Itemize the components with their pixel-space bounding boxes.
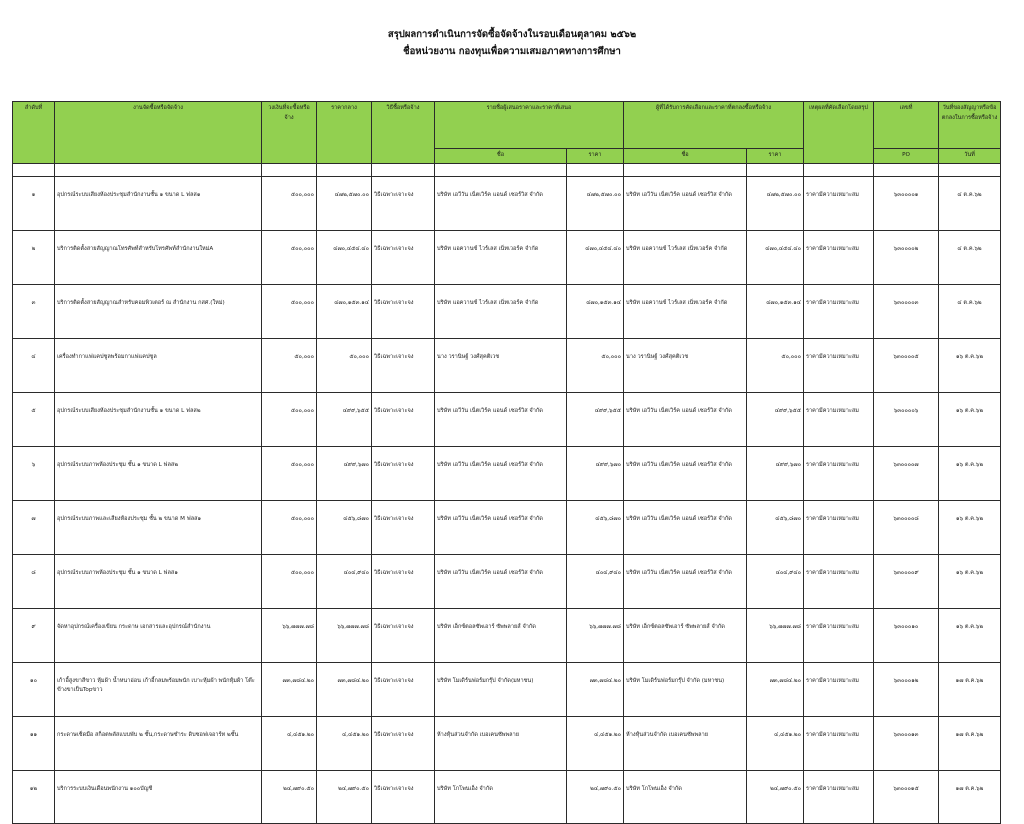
winner-name: ห้างหุ้นส่วนจำกัด เบอเคนซัพพลาย bbox=[624, 717, 747, 771]
col-contract: วันที่ของสัญญาหรือข้อตกลงในการซื้อหรือจ้าง bbox=[939, 102, 1001, 149]
bid-price: ๔๗๐,๔๕๔.๔๐ bbox=[567, 231, 624, 285]
po-number: ๖๓๐๐๐๑๒ bbox=[874, 663, 939, 717]
winner-name: บริษัท โกโพนเอ็ง จำกัด bbox=[624, 771, 747, 824]
row-number: ๑ bbox=[13, 177, 55, 231]
po-number: ๖๓๐๐๐๐๘ bbox=[874, 501, 939, 555]
table-row bbox=[13, 231, 1001, 285]
col-bidder-price: ราคา bbox=[567, 149, 624, 164]
bid-price: ๔,๔๕๑.๒๐ bbox=[567, 717, 624, 771]
method: วิธีเฉพาะเจาะจง bbox=[372, 177, 435, 231]
contract-date: ๑๗ ต.ค.๖๒ bbox=[939, 771, 1001, 824]
bidder-name: บริษัท เอวีวัน เน็ตเวิร์ค แอนด์ เซอร์วิส จำกัด bbox=[435, 447, 567, 501]
table-row bbox=[13, 663, 1001, 717]
contract-date: ๑๖ ต.ค.๖๒ bbox=[939, 555, 1001, 609]
budget-value: ๔,๔๕๑.๒๐ bbox=[262, 717, 317, 771]
method: วิธีเฉพาะเจาะจง bbox=[372, 609, 435, 663]
method: วิธีเฉพาะเจาะจง bbox=[372, 285, 435, 339]
row-number: ๘ bbox=[13, 555, 55, 609]
row-number: ๕ bbox=[13, 393, 55, 447]
agency-name: ชื่อหน่วยงาน กองทุนเพื่อความเสมอภาคทางการศึกษา bbox=[403, 46, 621, 57]
contract-date: ๔ ต.ค.๖๒ bbox=[939, 285, 1001, 339]
median-price: ๔๙๙,๖๕๕ bbox=[317, 393, 372, 447]
row-number: ๗ bbox=[13, 501, 55, 555]
spacer-row bbox=[13, 164, 1001, 177]
winner-name: บริษัท เอ็กซ์ตอลซัพเอาร์ ซัพพลายส์ จำกัด bbox=[624, 609, 747, 663]
table-row bbox=[13, 555, 1001, 609]
method: วิธีเฉพาะเจาะจง bbox=[372, 717, 435, 771]
win-price: ๔๙๙,๖๕๕ bbox=[747, 393, 804, 447]
reason: ราคามีความเหมาะสม bbox=[804, 771, 874, 824]
contract-date: ๑๖ ต.ค.๖๒ bbox=[939, 501, 1001, 555]
winner-name: บริษัท เอวีวัน เน็ตเวิร์ค แอนด์ เซอร์วิส จำกัด bbox=[624, 177, 747, 231]
po-number: ๖๓๐๐๐๐๓ bbox=[874, 285, 939, 339]
win-price: ๔๕๖,๘๗๐ bbox=[747, 501, 804, 555]
row-number: ๒ bbox=[13, 231, 55, 285]
bid-price: ๔๙๙,๖๗๐ bbox=[567, 447, 624, 501]
reason: ราคามีความเหมาะสม bbox=[804, 501, 874, 555]
win-price: ๔๗๒,๕๗๐.๐๐ bbox=[747, 177, 804, 231]
bid-price: ๔๗๐,๑๕๓.๑๔ bbox=[567, 285, 624, 339]
bid-price: ๔๙๙,๖๕๕ bbox=[567, 393, 624, 447]
median-price: ๗๓,๗๘๔.๒๐ bbox=[317, 663, 372, 717]
col-budget: วงเงินที่จะซื้อหรือจ้าง bbox=[262, 102, 317, 164]
header-row bbox=[13, 102, 1001, 149]
bidder-name: บริษัท เอ็กซ์ตอลซัพเอาร์ ซัพพลายส์ จำกัด bbox=[435, 609, 567, 663]
item-name: เก้าอี้สูงขาสีขาว หุ้มผ้า น้ำหนาอ่อน เก้าอี้กลมพร้อมพนัก เบาะหุ้มผ้า พนักหุ้มผ้า โต๊ะข้างขาเป็นTopขาว bbox=[55, 663, 262, 717]
median-price: ๔๐๔,๙๔๐ bbox=[317, 555, 372, 609]
reason: ราคามีความเหมาะสม bbox=[804, 285, 874, 339]
contract-date: ๑๖ ต.ค.๖๒ bbox=[939, 339, 1001, 393]
po-number: ๖๓๐๐๐๑๓ bbox=[874, 717, 939, 771]
median-price: ๔๙๙,๖๗๐ bbox=[317, 447, 372, 501]
row-number: ๑๐ bbox=[13, 663, 55, 717]
bid-price: ๒๔,๗๙๐.๕๐ bbox=[567, 771, 624, 824]
winner-name: บริษัท โมเดิร์นฟอร์มกรุ๊ป จำกัด (มหาชน) bbox=[624, 663, 747, 717]
win-price: ๕๐,๐๐๐ bbox=[747, 339, 804, 393]
contract-date: ๑๖ ต.ค.๖๒ bbox=[939, 609, 1001, 663]
table-row bbox=[13, 339, 1001, 393]
col-winner-name: ชื่อ bbox=[624, 149, 747, 164]
bidder-name: บริษัท โมเดิร์นฟอร์มกรุ๊ป จำกัด(มหาชน) bbox=[435, 663, 567, 717]
table-row bbox=[13, 447, 1001, 501]
item-name: บริการติดตั้งสายสัญญาณสำหรับคอมพิวเตอร์ ณ สำนักงาน กสศ.(ใหม่) bbox=[55, 285, 262, 339]
col-ref: เลขที่ bbox=[874, 102, 939, 149]
winner-name: บริษัท เอวีวัน เน็ตเวิร์ค แอนด์ เซอร์วิส จำกัด bbox=[624, 501, 747, 555]
col-method: วิธีซื้อหรือจ้าง bbox=[372, 102, 435, 164]
po-number: ๖๓๐๐๐๐๖ bbox=[874, 393, 939, 447]
reason: ราคามีความเหมาะสม bbox=[804, 717, 874, 771]
bid-price: ๔๗๒,๕๗๐.๐๐ bbox=[567, 177, 624, 231]
item-name: อุปกรณ์ระบบภาพและเสียงห้องประชุม ชั้น ๒ ขนาด M ฟลส๑ bbox=[55, 501, 262, 555]
contract-date: ๑๗ ต.ค.๖๒ bbox=[939, 717, 1001, 771]
po-number: ๖๓๐๐๐๑๕ bbox=[874, 771, 939, 824]
contract-date: ๔ ต.ค.๖๒ bbox=[939, 231, 1001, 285]
col-bidders: รายชื่อผู้เสนอราคาและราคาที่เสนอ bbox=[435, 102, 624, 149]
median-price: ๔๗๐,๑๕๓.๑๔ bbox=[317, 285, 372, 339]
reason: ราคามีความเหมาะสม bbox=[804, 555, 874, 609]
budget-value: ๕๐๐,๐๐๐ bbox=[262, 231, 317, 285]
bidder-name: บริษัท เอวีวัน เน็ตเวิร์ค แอนด์ เซอร์วิส จำกัด bbox=[435, 393, 567, 447]
winner-name: บริษัท เอวีวัน เน็ตเวิร์ค แอนด์ เซอร์วิส จำกัด bbox=[624, 555, 747, 609]
bidder-name: บริษัท เอวีวัน เน็ตเวิร์ค แอนด์ เซอร์วิส จำกัด bbox=[435, 555, 567, 609]
budget-value: ๕๐๐,๐๐๐ bbox=[262, 177, 317, 231]
item-name: อุปกรณ์ระบบเสียงห้องประชุมสำนักงานชั้น ๑ ขนาด L ฟลส๒ bbox=[55, 393, 262, 447]
win-price: ๔๐๔,๙๔๐ bbox=[747, 555, 804, 609]
row-number: ๑๒ bbox=[13, 771, 55, 824]
item-name: กระดาษเช็ดมือ สก็อตพลัสแบบพับ ๒ ชั้น,กระดาษชำระ ดิบซอฟเจอาร์ท ๒ชั้น bbox=[55, 717, 262, 771]
row-number: ๓ bbox=[13, 285, 55, 339]
table-row bbox=[13, 177, 1001, 231]
win-price: ๒๔,๗๙๐.๕๐ bbox=[747, 771, 804, 824]
item-name: บริการติดตั้งสายสัญญาณโทรศัพท์สำหรับโทรศัพท์สำนักงานใหม่A bbox=[55, 231, 262, 285]
reason: ราคามีความเหมาะสม bbox=[804, 663, 874, 717]
budget-value: ๖๖,๗๗๗.๗๘ bbox=[262, 609, 317, 663]
budget-value: ๕๐๐,๐๐๐ bbox=[262, 501, 317, 555]
method: วิธีเฉพาะเจาะจง bbox=[372, 501, 435, 555]
item-name: อุปกรณ์ระบบภาพห้องประชุม ชั้น ๑ ขนาด L ฟลส๒ bbox=[55, 447, 262, 501]
winner-name: บริษัท แอควานซ์ ไวร์เลส เน็ทเวอร์ค จำกัด bbox=[624, 231, 747, 285]
winner-name: บริษัท เอวีวัน เน็ตเวิร์ค แอนด์ เซอร์วิส จำกัด bbox=[624, 447, 747, 501]
document-title: สรุปผลการดำเนินการจัดซื้อจัดจ้างในรอบเดือนตุลาคม ๒๕๖๒ bbox=[387, 29, 637, 40]
table-row bbox=[13, 717, 1001, 771]
item-name: บริการระบบเงินเดือนพนักงาน ๑๐๐บัญชี bbox=[55, 771, 262, 824]
po-number: ๖๓๐๐๐๐๒ bbox=[874, 231, 939, 285]
row-number: ๙ bbox=[13, 609, 55, 663]
bidder-name: บริษัท แอควานซ์ ไวร์เลส เน็ทเวอร์ค จำกัด bbox=[435, 231, 567, 285]
item-name: เครื่องทำกาแฟแคปซูลพร้อมกาแฟแคปซูล bbox=[55, 339, 262, 393]
budget-value: ๕๐๐,๐๐๐ bbox=[262, 447, 317, 501]
bid-price: ๖๖,๗๗๗.๗๘ bbox=[567, 609, 624, 663]
median-price: ๖๖,๗๗๗.๗๘ bbox=[317, 609, 372, 663]
winner-name: บริษัท เอวีวัน เน็ตเวิร์ค แอนด์ เซอร์วิส จำกัด bbox=[624, 393, 747, 447]
reason: ราคามีความเหมาะสม bbox=[804, 393, 874, 447]
col-selected: ผู้ที่ได้รับการคัดเลือกและราคาที่ตกลงซื้อหรือจ้าง bbox=[624, 102, 804, 149]
po-number: ๖๓๐๐๐๐๑ bbox=[874, 177, 939, 231]
win-price: ๖๖,๗๗๗.๗๘ bbox=[747, 609, 804, 663]
bidder-name: นาง วรานิษฐ์ วงศ์สุคติเวช bbox=[435, 339, 567, 393]
win-price: ๔๗๐,๑๕๓.๑๔ bbox=[747, 285, 804, 339]
table-row bbox=[13, 771, 1001, 824]
table-row bbox=[13, 501, 1001, 555]
col-no: ลำดับที่ bbox=[13, 102, 55, 164]
contract-date: ๑๖ ต.ค.๖๒ bbox=[939, 393, 1001, 447]
col-po: PO bbox=[874, 149, 939, 164]
budget-value: ๗๓,๗๘๔.๒๐ bbox=[262, 663, 317, 717]
procurement-table bbox=[12, 101, 1001, 824]
win-price: ๔,๔๕๑.๒๐ bbox=[747, 717, 804, 771]
col-item: งานจัดซื้อหรือจัดจ้าง bbox=[55, 102, 262, 164]
row-number: ๔ bbox=[13, 339, 55, 393]
median-price: ๒๔,๗๙๐.๕๐ bbox=[317, 771, 372, 824]
contract-date: ๑๖ ต.ค.๖๒ bbox=[939, 447, 1001, 501]
table-row bbox=[13, 393, 1001, 447]
method: วิธีเฉพาะเจาะจง bbox=[372, 555, 435, 609]
bidder-name: บริษัท โกโพนเอ็ง จำกัด bbox=[435, 771, 567, 824]
winner-name: นาง วรานิษฐ์ วงศ์สุคติเวช bbox=[624, 339, 747, 393]
median-price: ๔๕๖,๘๗๐ bbox=[317, 501, 372, 555]
contract-date: ๔ ต.ค.๖๒ bbox=[939, 177, 1001, 231]
win-price: ๔๙๙,๖๗๐ bbox=[747, 447, 804, 501]
budget-value: ๕๐๐,๐๐๐ bbox=[262, 393, 317, 447]
method: วิธีเฉพาะเจาะจง bbox=[372, 771, 435, 824]
item-name: อุปกรณ์ระบบภาพห้องประชุม ชั้น ๑ ขนาด L ฟลส๑ bbox=[55, 555, 262, 609]
bidder-name: บริษัท เอวีวัน เน็ตเวิร์ค แอนด์ เซอร์วิส จำกัด bbox=[435, 501, 567, 555]
method: วิธีเฉพาะเจาะจง bbox=[372, 339, 435, 393]
budget-value: ๕๐๐,๐๐๐ bbox=[262, 285, 317, 339]
item-name: จัดหาอุปกรณ์เครื่องเขียน กระดาษ เอกสารและอุปกรณ์สำนักงาน bbox=[55, 609, 262, 663]
reason: ราคามีความเหมาะสม bbox=[804, 609, 874, 663]
reason: ราคามีความเหมาะสม bbox=[804, 339, 874, 393]
budget-value: ๕๐,๐๐๐ bbox=[262, 339, 317, 393]
budget-value: ๒๔,๗๙๐.๕๐ bbox=[262, 771, 317, 824]
bid-price: ๕๐,๐๐๐ bbox=[567, 339, 624, 393]
reason: ราคามีความเหมาะสม bbox=[804, 177, 874, 231]
bidder-name: บริษัท แอควานซ์ ไวร์เลส เน็ทเวอร์ค จำกัด bbox=[435, 285, 567, 339]
col-date: วันที่ bbox=[939, 149, 1001, 164]
po-number: ๖๓๐๐๐๐๙ bbox=[874, 555, 939, 609]
bid-price: ๔๕๖,๘๗๐ bbox=[567, 501, 624, 555]
method: วิธีเฉพาะเจาะจง bbox=[372, 231, 435, 285]
table-row bbox=[13, 285, 1001, 339]
col-bidder-name: ชื่อ bbox=[435, 149, 567, 164]
median-price: ๔,๔๕๑.๒๐ bbox=[317, 717, 372, 771]
po-number: ๖๓๐๐๐๐๗ bbox=[874, 447, 939, 501]
table-row bbox=[13, 609, 1001, 663]
method: วิธีเฉพาะเจาะจง bbox=[372, 663, 435, 717]
po-number: ๖๓๐๐๐๑๐ bbox=[874, 609, 939, 663]
col-reason: เหตุผลที่คัดเลือกโดยสรุป bbox=[804, 102, 874, 164]
median-price: ๔๗๒,๕๗๐.๐๐ bbox=[317, 177, 372, 231]
win-price: ๗๓,๗๘๔.๒๐ bbox=[747, 663, 804, 717]
col-median: ราคากลาง bbox=[317, 102, 372, 164]
bid-price: ๗๓,๗๘๔.๒๐ bbox=[567, 663, 624, 717]
win-price: ๔๗๐,๔๕๔.๔๐ bbox=[747, 231, 804, 285]
po-number: ๖๓๐๐๐๐๕ bbox=[874, 339, 939, 393]
reason: ราคามีความเหมาะสม bbox=[804, 447, 874, 501]
median-price: ๕๐,๐๐๐ bbox=[317, 339, 372, 393]
item-name: อุปกรณ์ระบบเสียงห้องประชุมสำนักงานชั้น ๑ ขนาด L ฟลส๑ bbox=[55, 177, 262, 231]
median-price: ๔๗๐,๔๕๔.๔๐ bbox=[317, 231, 372, 285]
method: วิธีเฉพาะเจาะจง bbox=[372, 393, 435, 447]
bidder-name: บริษัท เอวีวัน เน็ตเวิร์ค แอนด์ เซอร์วิส จำกัด bbox=[435, 177, 567, 231]
col-winner-price: ราคา bbox=[747, 149, 804, 164]
budget-value: ๕๐๐,๐๐๐ bbox=[262, 555, 317, 609]
method: วิธีเฉพาะเจาะจง bbox=[372, 447, 435, 501]
winner-name: บริษัท แอควานซ์ ไวร์เลส เน็ทเวอร์ค จำกัด bbox=[624, 285, 747, 339]
reason: ราคามีความเหมาะสม bbox=[804, 231, 874, 285]
bidder-name: ห้างหุ้นส่วนจำกัด เบอเคนซัพพลาย bbox=[435, 717, 567, 771]
contract-date: ๑๗ ต.ค.๖๒ bbox=[939, 663, 1001, 717]
row-number: ๖ bbox=[13, 447, 55, 501]
bid-price: ๔๐๔,๙๔๐ bbox=[567, 555, 624, 609]
row-number: ๑๑ bbox=[13, 717, 55, 771]
